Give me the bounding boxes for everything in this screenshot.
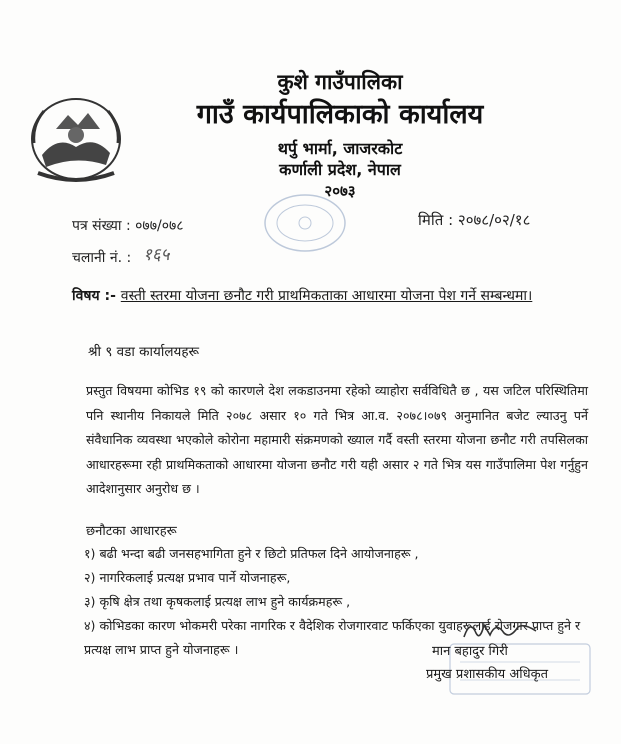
letter-date: मिति : २०७८/०२/१८ bbox=[418, 211, 531, 229]
list-item: १) बढी भन्दा बढी जनसहभागिता हुने र छिटो प्रतिफल दिने आयोजनाहरू , bbox=[84, 546, 419, 561]
office-name: गाउँ कार्यपालिकाको कार्यालय bbox=[196, 99, 484, 130]
basis-title: छनौटका आधारहरू bbox=[86, 524, 177, 539]
list-item: २) नागरिकलाई प्रत्यक्ष प्रभाव पार्ने योजनाहरू, bbox=[84, 570, 291, 585]
list-item: ४) कोभिडका कारण भोकमरी परेका नागरिक र वैदेशिक रोजगारवाट फर्किएका युवाहरूलाई रोजगार प्राप्त हुने र प्रत्यक्ष लाभ प्राप्त हुने योजनाहरू । bbox=[84, 618, 581, 657]
office-address: थर्पु भार्मा, जाजरकोट bbox=[277, 139, 403, 158]
nepal-emblem-icon bbox=[28, 95, 124, 183]
reference-number: पत्र संख्या : ०७७/०७८ bbox=[72, 218, 184, 234]
dispatch-number-handwritten: १६५ bbox=[143, 245, 170, 265]
province-country: कर्णाली प्रदेश, नेपाल bbox=[279, 160, 401, 179]
municipality-name: कुशे गाउँपालिका bbox=[277, 70, 403, 94]
list-item: ३) कृषि क्षेत्र तथा कृषकलाई प्रत्यक्ष लाभ हुने कार्यक्रमहरू , bbox=[84, 594, 351, 609]
signatory-name: मान बहादुर गिरी bbox=[432, 644, 508, 659]
subject-line: विषय :- वस्ती स्तरमा योजना छनौट गरी प्राथमिकताका आधारमा योजना पेश गर्ने सम्बन्धमा। bbox=[72, 288, 533, 304]
signature-icon bbox=[460, 615, 540, 643]
signatory-title: प्रमुख प्रशासकीय अधिकृत bbox=[426, 667, 549, 682]
recipient: श्री ९ वडा कार्यालयहरू bbox=[88, 344, 200, 360]
body-paragraph: प्रस्तुत विषयमा कोभिड १९ को कारणले देश लकडाउनमा रहेको व्याहोरा सर्वविधितै छ , यस जटिल परिस्थितिमा पनि स्थानीय निकायले मिति २०७८ असार १० गते भित्र आ.व. २०७८।०७९ अनुमानित बजेट ल्याउनु पर्ने संवैधानिक व्यवस्था भएकोले कोरोना महामारी संक्रमणको ख्याल गर्दै वस्ती स्तरमा योजना छनौट गरी तपसिलका आधारहरूमा रही प्राथमिकताको आधारमा योजना छनौट गरी यही असार २ गते भित्र यस गाउँपालिमा पेश गर्नुहुन आदेशानुसार अनुरोध छ । bbox=[86, 383, 588, 496]
office-seal-icon bbox=[262, 192, 348, 254]
established-year: २०७३ bbox=[324, 182, 356, 200]
dispatch-number-label: चलानी नं. : bbox=[72, 250, 132, 266]
